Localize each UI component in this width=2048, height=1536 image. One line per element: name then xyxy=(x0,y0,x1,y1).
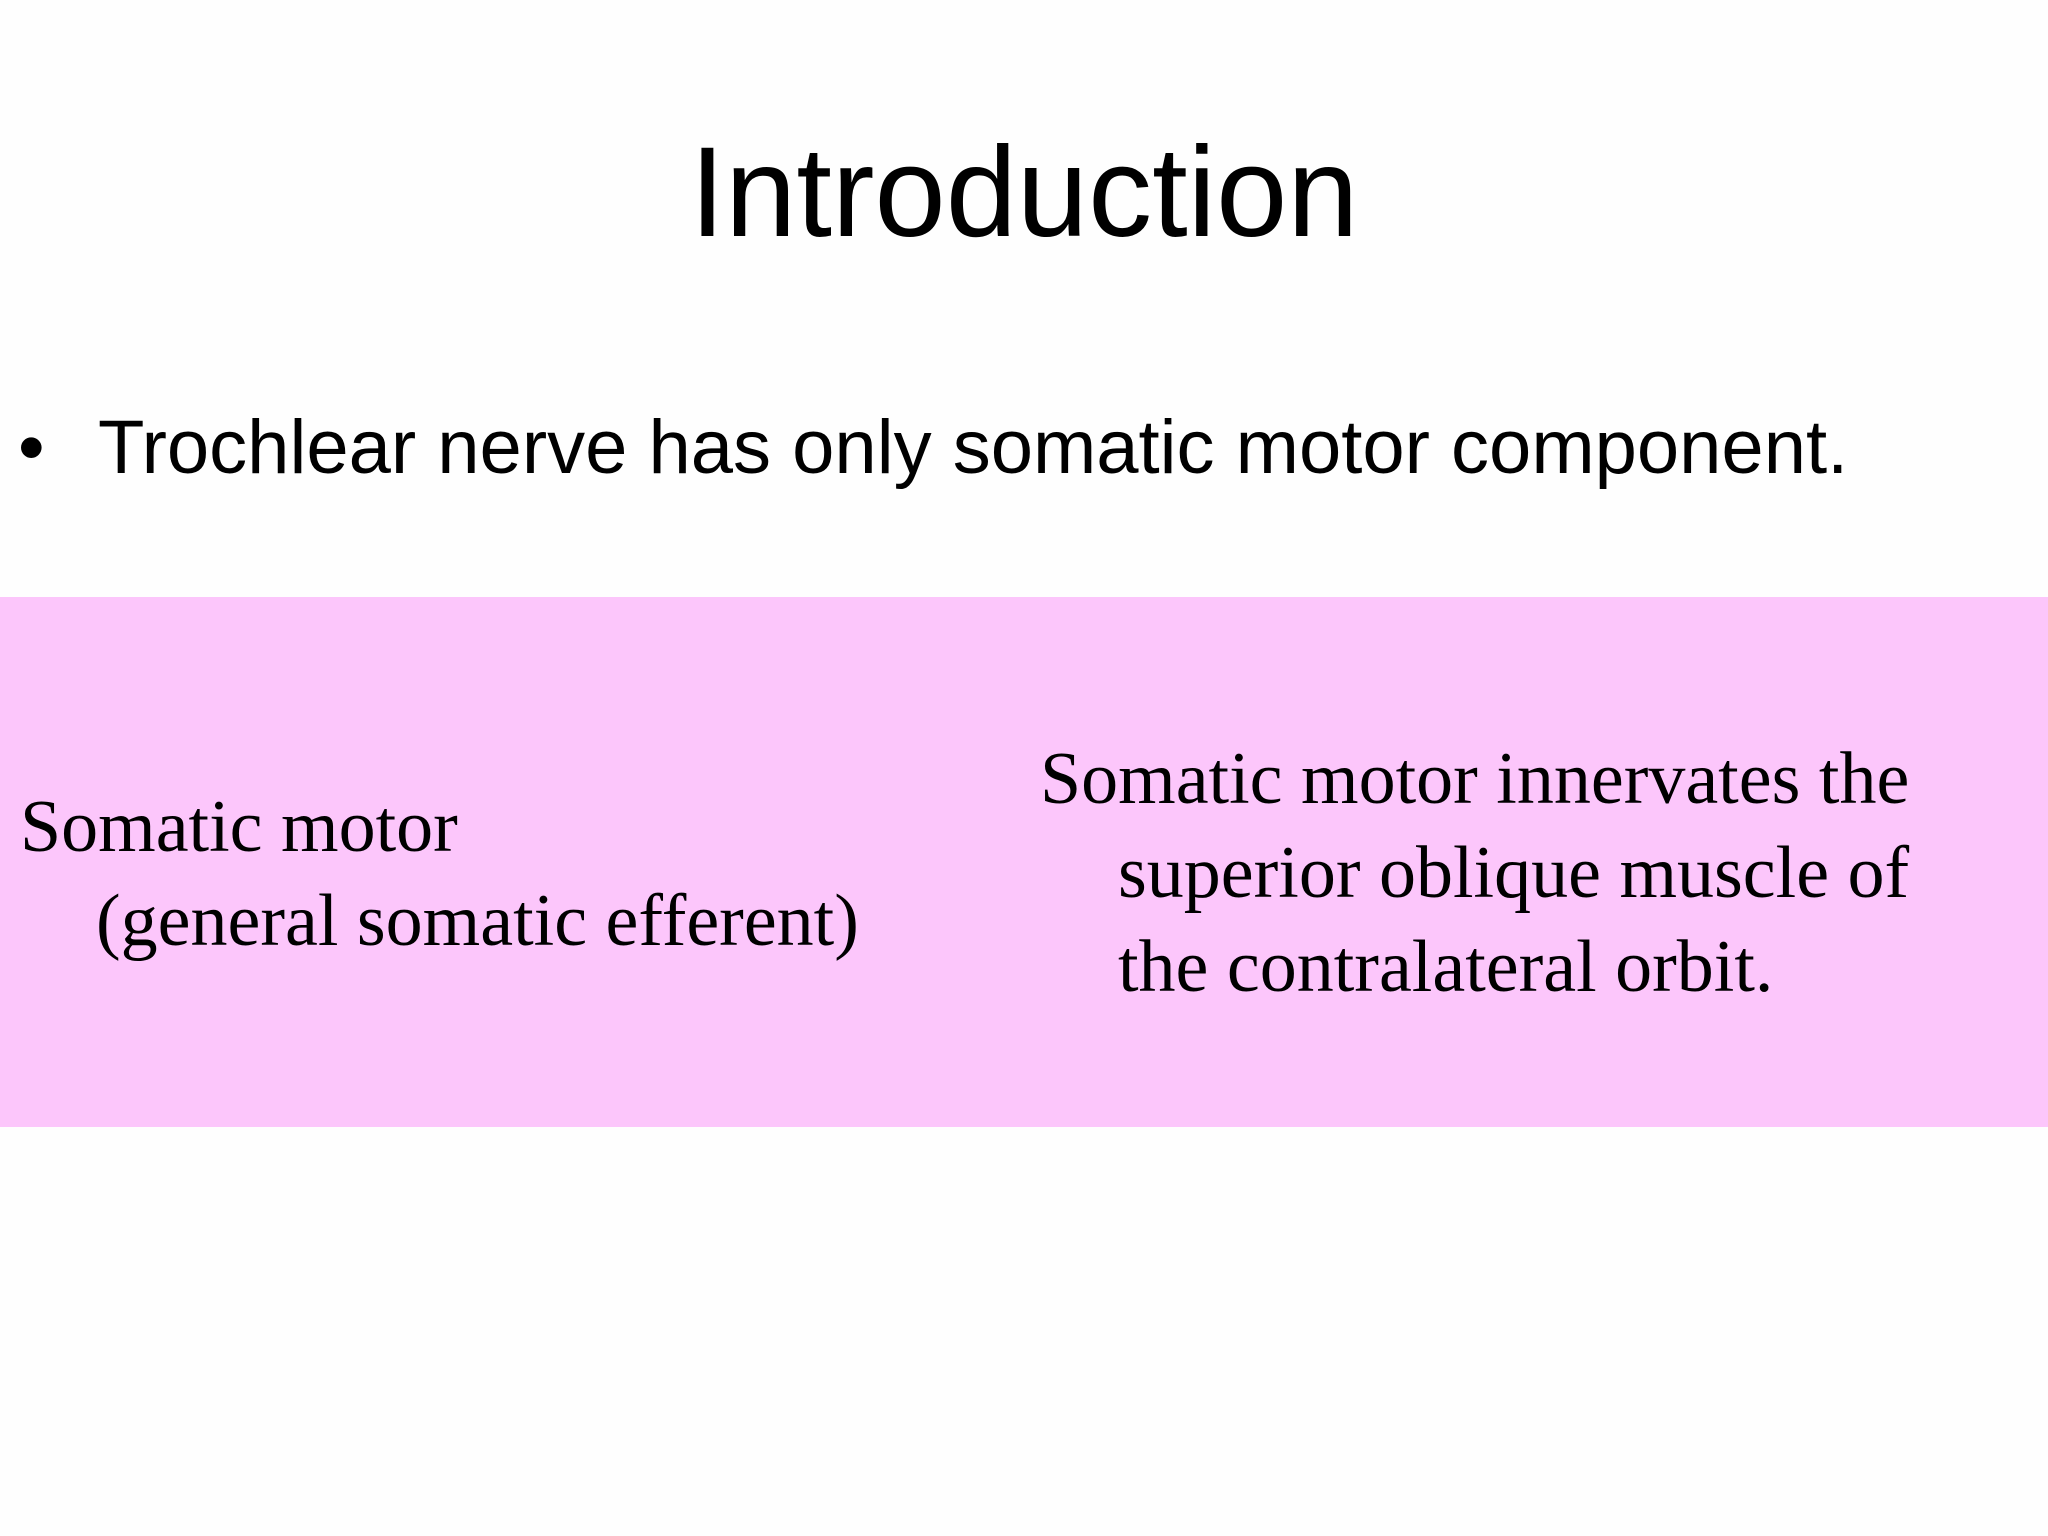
right-cell-line-2: superior oblique muscle of xyxy=(1118,832,1910,914)
right-cell-line-1: Somatic motor innervates the xyxy=(1040,738,1910,820)
bullet-text: Trochlear nerve has only somatic motor component. xyxy=(98,405,1849,490)
right-cell-line-3: the contralateral orbit. xyxy=(1118,926,1774,1008)
left-cell-line-2: (general somatic efferent) xyxy=(96,880,859,962)
table-cell-left xyxy=(20,780,1020,968)
table-cell-right xyxy=(1040,732,2040,1014)
bullet-marker: • xyxy=(18,405,45,490)
left-cell-line-1: Somatic motor xyxy=(20,786,458,868)
slide-title: Introduction xyxy=(689,121,1359,264)
bullet-item xyxy=(18,400,2028,496)
